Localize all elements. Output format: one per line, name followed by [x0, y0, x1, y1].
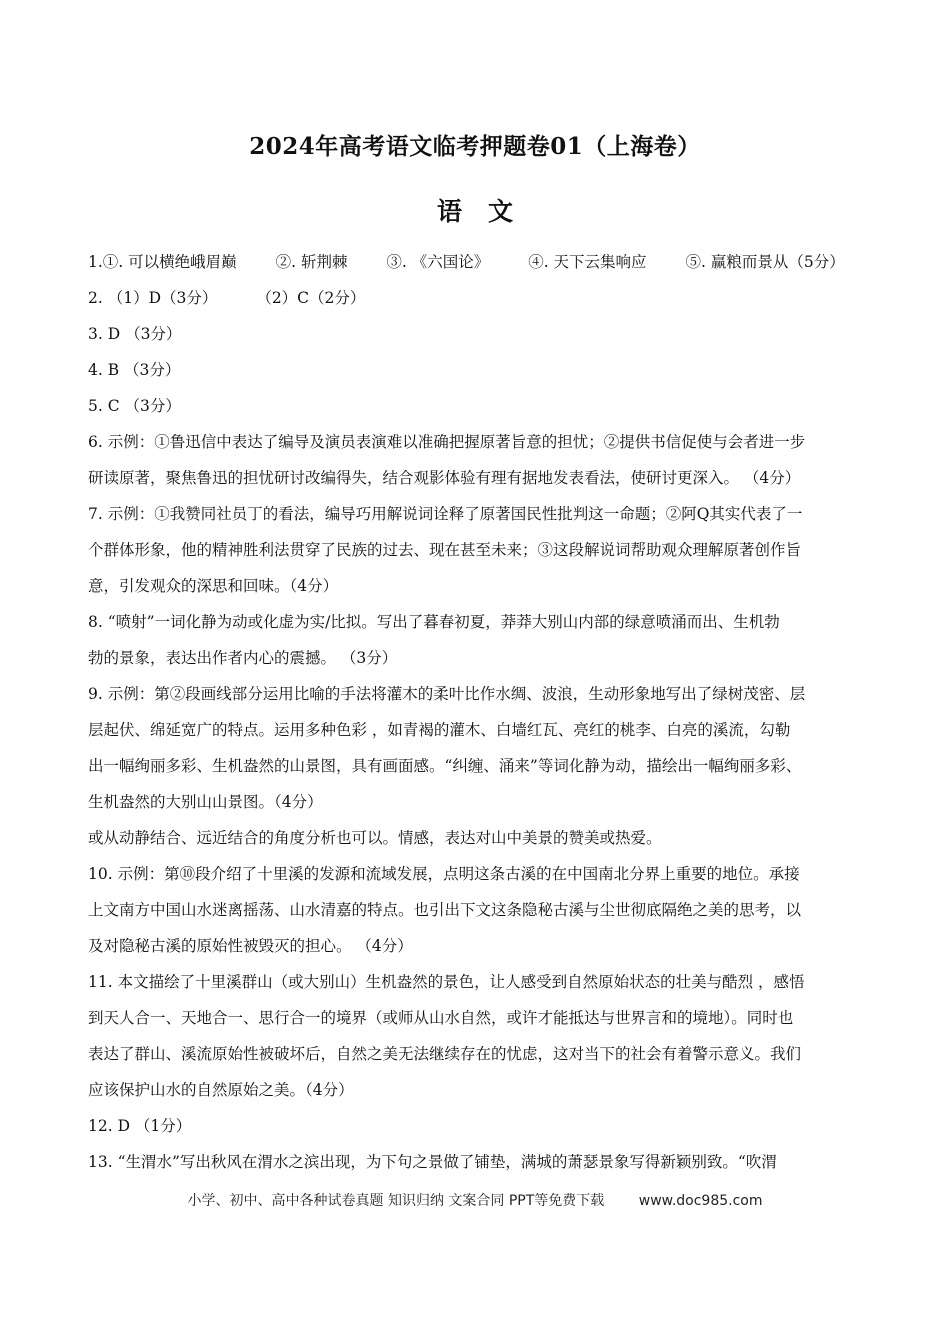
answer-1-item: ④. 天下云集响应 [528, 253, 647, 271]
answer-11-line: 到天人合一、天地合一、思行合一的境界（或师从山水自然，或许才能抵达与世界言和的境地）。同时也 [88, 1009, 794, 1027]
subject-heading: 语文 [436, 197, 539, 226]
answer-11-line: 应该保护山水的自然原始之美。（4分） [88, 1081, 354, 1099]
answer-9-line: 出一幅绚丽多彩、生机盎然的山景图，具有画面感。“纠缠、涌来”等词化静为动，描绘出一幅绚丽多彩、 [88, 757, 802, 775]
answer-11-line: 11. 本文描绘了十里溪群山（或大别山）生机盎然的景色，让人感受到自然原始状态的壮美与酷烈 ，感悟 [88, 973, 805, 991]
answer-7-line: 个群体形象，他的精神胜利法贯穿了民族的过去、现在甚至未来；③这段解说词帮助观众理解原著创作旨 [88, 541, 802, 559]
answer-4: 4. B （3分） [88, 361, 181, 379]
answer-1-item: ③. 《六国论》 [386, 253, 490, 271]
answer-7-line: 意，引发观众的深思和回味。（4分） [88, 577, 339, 595]
answer-8-line: 8. “喷射”一词化静为动或化虚为实/比拟。写出了暮春初夏，莽莽大别山内部的绿意喷涌而出、生机勃 [88, 613, 780, 631]
answer-6-line: 研读原著，聚焦鲁迅的担忧研讨改编得失，结合观影体验有理有据地发表看法，使研讨更深入。 （4分） [88, 469, 801, 487]
answer-7-line: 7. 示例：①我赞同社员丁的看法，编导巧用解说词诠释了原著国民性批判这一命题；②阿Q其实代表了一 [88, 505, 803, 523]
answer-6-line: 6. 示例：①鲁迅信中表达了编导及演员表演难以准确把握原著旨意的担忧；②提供书信促使与会者进一步 [88, 433, 806, 451]
answer-8-line: 勃的景象，表达出作者内心的震撼。 （3分） [88, 649, 398, 667]
answer-5: 5. C （3分） [88, 397, 181, 415]
answer-13-line: 13. “生渭水”写出秋风在渭水之滨出现，为下句之景做了铺垫，满城的萧瑟景象写得新颖别致。“吹渭 [88, 1153, 777, 1171]
answer-2 [88, 280, 878, 316]
answer-9-line: 生机盎然的大别山山景图。（4分） [88, 793, 323, 811]
answer-10-line: 上文南方中国山水迷离摇荡、山水清嘉的特点。也引出下文这条隐秘古溪与尘世彻底隔绝之美的思考，以 [88, 901, 802, 919]
footer-url[interactable]: www.doc985.com [638, 1193, 763, 1209]
page-footer [0, 1190, 950, 1210]
footer-text: 小学、初中、高中各种试卷真题 知识归纳 文案合同 PPT等免费下载 [187, 1193, 605, 1209]
answer-10-line: 及对隐秘古溪的原始性被毁灭的担心。 （4分） [88, 937, 413, 955]
answer-1-item: ②. 斩荆棘 [275, 253, 348, 271]
answer-11-line: 表达了群山、溪流原始性被破坏后，自然之美无法继续存在的忧虑，这对当下的社会有着警示意义。我们 [88, 1045, 802, 1063]
answer-1-item: ⑤. 赢粮而景从（5分） [685, 253, 845, 271]
answer-12: 12. D （1分） [88, 1117, 192, 1135]
page-title: 2024年高考语文临考押题卷01（上海卷） [249, 133, 701, 160]
answer-10-line: 10. 示例：第⑩段介绍了十里溪的发源和流域发展，点明这条古溪的在中国南北分界上重要的地位。承接 [88, 865, 800, 883]
answer-1-item: 1.①. 可以横绝峨眉巅 [88, 253, 237, 271]
answer-2-item: （2）C（2分） [256, 289, 366, 307]
answer-2-item: 2. （1）D（3分） [88, 289, 218, 307]
answer-9-line: 或从动静结合、远近结合的角度分析也可以。情感，表达对山中美景的赞美或热爱。 [88, 829, 662, 847]
answer-9-line: 层起伏、绵延宽广的特点。运用多种色彩 ，如青褐的灌木、白墙红瓦、亮红的桃李、白亮的溪流，勾勒 [88, 721, 791, 739]
answer-1 [88, 244, 878, 280]
answer-content [88, 244, 878, 1180]
answer-9-line: 9. 示例：第②段画线部分运用比喻的手法将灌木的柔叶比作水绸、波浪，生动形象地写出了绿树茂密、层 [88, 685, 806, 703]
answer-3: 3. D （3分） [88, 325, 182, 343]
